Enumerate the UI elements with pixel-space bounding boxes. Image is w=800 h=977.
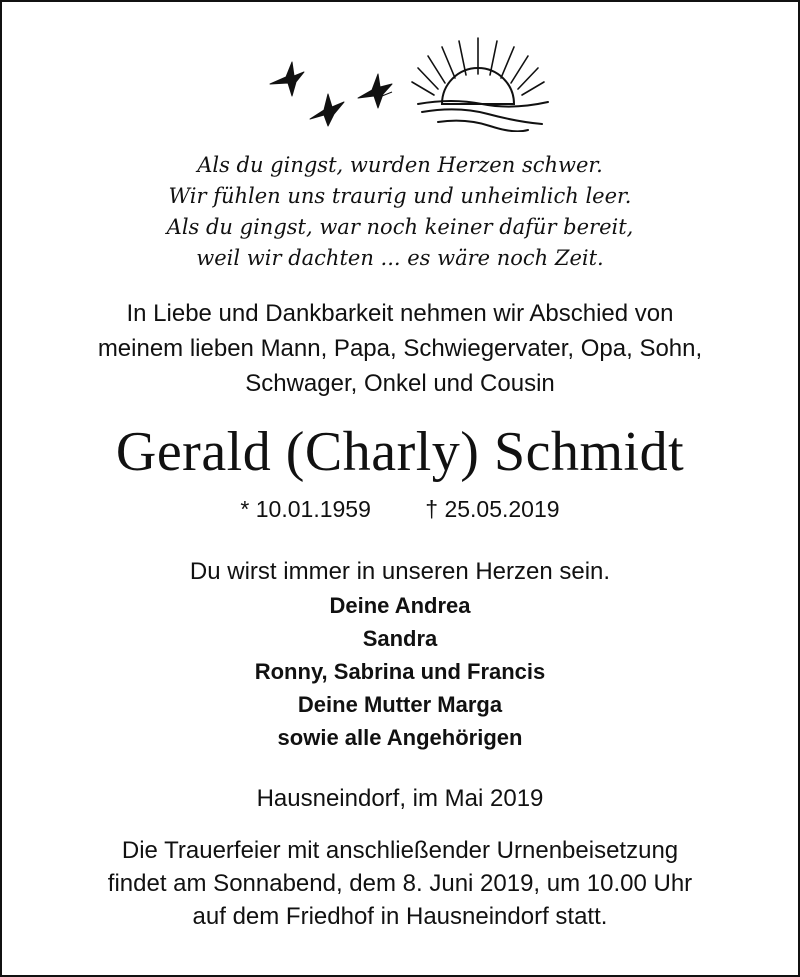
bird-icon <box>310 94 344 126</box>
mourner-name: Sandra <box>362 626 438 651</box>
bird-icon <box>358 74 392 108</box>
sun-rays <box>412 38 544 95</box>
death-date: † 25.05.2019 <box>425 496 560 522</box>
intro-line: In Liebe und Dankbarkeit nehmen wir Abschied von <box>126 300 674 327</box>
mourner-name: Deine Andrea <box>329 593 471 618</box>
mourner-name: sowie alle Angehörigen <box>277 725 523 750</box>
memorial-poem <box>2 150 798 274</box>
birds-and-sunset-icon <box>252 22 552 132</box>
bird-icon <box>270 62 304 96</box>
farewell-message: Du wirst immer in unseren Herzen sein. <box>189 558 611 585</box>
poem-line: weil wir dachten ... es wäre noch Zeit. <box>196 246 604 270</box>
service-line: auf dem Friedhof in Hausneindorf statt. <box>192 903 608 930</box>
funeral-service-info <box>2 834 798 933</box>
mourners-list <box>2 589 798 754</box>
service-line: Die Trauerfeier mit anschließender Urnenbeisetzung <box>121 837 679 864</box>
deceased-name: Gerald (Charly) Schmidt <box>115 421 685 483</box>
life-dates <box>2 494 798 524</box>
mourner-name: Ronny, Sabrina und Francis <box>254 659 546 684</box>
poem-line: Als du gingst, war noch keiner dafür bereit, <box>166 215 634 239</box>
poem-line: Wir fühlen uns traurig und unheimlich leer. <box>168 184 632 208</box>
mourner-name: Deine Mutter Marga <box>297 692 503 717</box>
intro-line: meinem lieben Mann, Papa, Schwiegervater, Opa, Sohn, <box>97 335 703 362</box>
place-and-date: Hausneindorf, im Mai 2019 <box>256 785 544 812</box>
birds-group <box>270 62 392 126</box>
poem-line: Als du gingst, wurden Herzen schwer. <box>197 153 603 177</box>
birth-date: * 10.01.1959 <box>240 496 371 522</box>
intro-line: Schwager, Onkel und Cousin <box>245 370 555 397</box>
farewell-intro <box>2 296 798 401</box>
service-line: findet am Sonnabend, dem 8. Juni 2019, um 10.00 Uhr <box>107 870 693 897</box>
hills <box>418 101 548 131</box>
